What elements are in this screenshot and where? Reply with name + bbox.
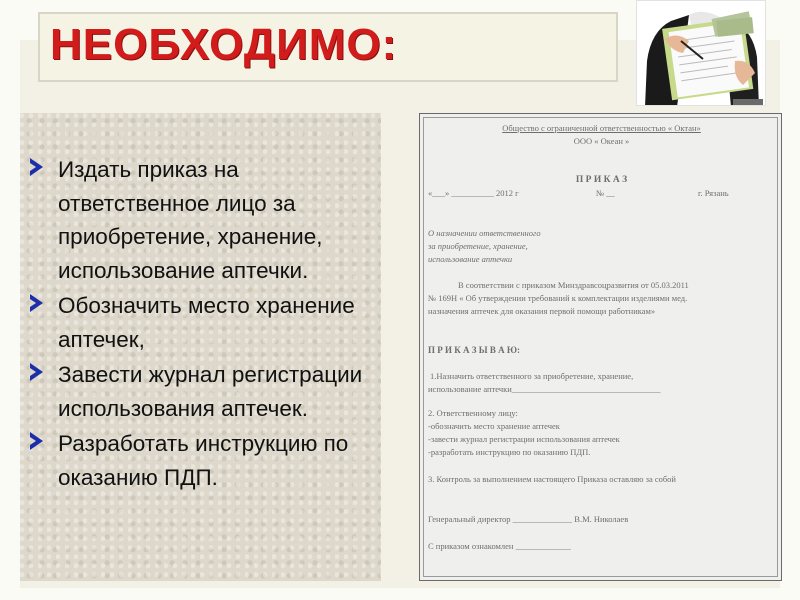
arrow-bullet-icon bbox=[30, 363, 43, 381]
document-item-2: 2. Ответственному лицу: bbox=[428, 408, 518, 418]
document-acquainted-signature: С приказом ознакомлен _____________ bbox=[428, 541, 571, 551]
list-item bbox=[28, 358, 378, 425]
arrow-bullet-icon bbox=[30, 158, 43, 176]
document-subject-line: использование аптечки bbox=[428, 254, 513, 264]
person-signing-document-image bbox=[636, 0, 766, 106]
document-item-1: 1.Назначить ответственного за приобретение, хранение, bbox=[430, 371, 634, 381]
document-order-word: П Р И К А З Ы В А Ю: bbox=[428, 345, 520, 355]
list-item-text: Обозначить место хранение аптечек, bbox=[58, 293, 355, 352]
document-city: г. Рязань bbox=[698, 188, 729, 198]
document-org-name: Общество с ограниченной ответственностью « Октан» bbox=[502, 123, 701, 133]
document-basis-line: В соответствии с приказом Минздравсоцразвития от 05.03.2011 bbox=[458, 280, 689, 290]
document-item-3: 3. Контроль за выполнением настоящего Приказа оставляю за собой bbox=[428, 474, 676, 484]
list-item bbox=[28, 289, 378, 356]
document-item-2: -завести журнал регистрации использования аптечек bbox=[428, 434, 620, 444]
document-item-2: -обозначить место хранение аптечек bbox=[428, 421, 560, 431]
order-document-sample bbox=[419, 113, 782, 581]
bullet-list bbox=[28, 153, 378, 494]
document-order-title: П Р И К А З bbox=[575, 175, 628, 185]
list-item-text: Издать приказ на ответственное лицо за приобретение, хранение, использование аптечки. bbox=[58, 157, 323, 283]
person-signing-document-icon bbox=[637, 1, 766, 106]
slide-title: НЕОБХОДИМО: bbox=[50, 20, 398, 69]
document-item-1: использование аптечки___________________________________ bbox=[428, 384, 661, 394]
title-box bbox=[38, 12, 618, 82]
document-subject-line: за приобретение, хранение, bbox=[428, 241, 528, 251]
list-item bbox=[28, 153, 378, 287]
document-subject-line: О назначении ответственного bbox=[428, 228, 541, 238]
document-item-2: -разработать инструкцию по оказанию ПДП. bbox=[428, 447, 591, 457]
list-item-text: Завести журнал регистрации использования аптечек. bbox=[58, 362, 363, 421]
instructions-panel bbox=[20, 113, 381, 581]
document-basis-line: назначения аптечек для оказания первой помощи работникам» bbox=[428, 306, 656, 316]
list-item-text: Разработать инструкцию по оказанию ПДП. bbox=[58, 431, 349, 490]
document-number: № __ bbox=[596, 188, 615, 198]
document-basis-line: № 169Н « Об утверждении требований к комплектации изделиями мед. bbox=[428, 293, 688, 303]
document-director-signature: Генеральный директор ______________ В.М. Николаев bbox=[428, 514, 629, 524]
arrow-bullet-icon bbox=[30, 294, 43, 312]
list-item bbox=[28, 427, 378, 494]
document-date: «___» __________ 2012 г bbox=[428, 188, 519, 198]
arrow-bullet-icon bbox=[30, 432, 43, 450]
document-org-short-name: ООО « Океан » bbox=[573, 136, 630, 146]
